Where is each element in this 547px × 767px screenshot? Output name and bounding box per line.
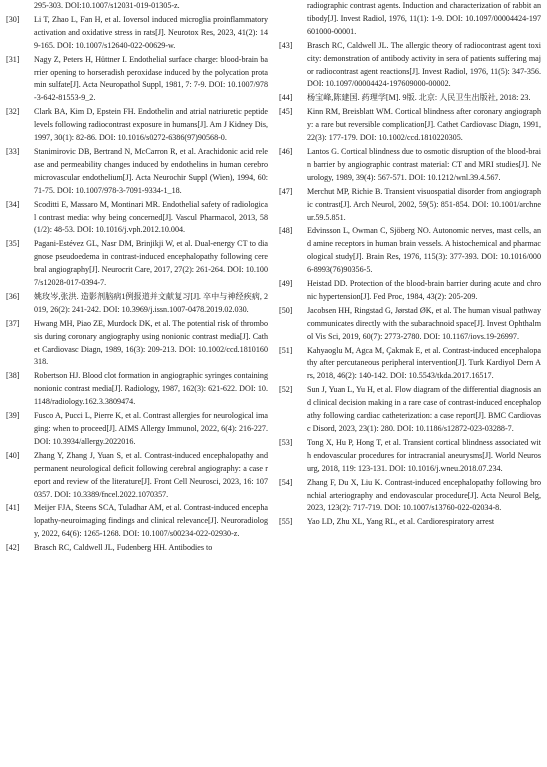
- reference-number: [30]: [6, 14, 20, 24]
- reference-number: [49]: [279, 279, 293, 289]
- reference-item: [279, 92, 541, 105]
- reference-number: [38]: [6, 371, 20, 381]
- reference-text: Li T, Zhao L, Fan H, et al. Ioversol induced microglia proinflammatory activation and oxidative stress in rats[J]. Neurotox Res, 2023, 41(2): 149-165. DOI: 10.1007/s12640-022-00629-w.: [34, 14, 268, 50]
- reference-text: 295-303. DOI:10.1007/s12031-019-01305-z.: [34, 1, 180, 10]
- reference-number: [33]: [6, 146, 20, 156]
- reference-text: Sun J, Yuan L, Yu H, et al. Flow diagram of the differential diagnosis and clinical decision making in a rare case of contrast-induced encephalopathy following cardiac catheterization: a case report[J]. BMC Cardiovasc Disord, 2023, 23(1): 280. DOI: 10.1186/s12872-023-03288-7.: [307, 385, 541, 433]
- reference-number: [43]: [279, 40, 293, 50]
- reference-number: [37]: [6, 318, 20, 328]
- reference-item: [279, 186, 541, 225]
- reference-text: Hwang MH, Piao ZE, Murdock DK, et al. The potential risk of thrombosis during coronary angiography using nonionic contrast media[J]. Cathet Cardiovasc Diagn, 1989, 16(3): 209-213. DOI: 10.1002/ccd.1810160318.: [34, 318, 268, 367]
- reference-item: [6, 146, 268, 198]
- reference-text: Robertson HJ. Blood clot formation in angiographic syringes containing nonionic contrast media[J]. Radiology, 1987, 162(3): 621-622. DOI: 10.1148/radiology.162.3.3809474.: [34, 371, 269, 407]
- reference-item: [279, 477, 541, 516]
- reference-number: [36]: [6, 291, 20, 301]
- reference-text: Heistad DD. Protection of the blood-brain barrier during acute and chronic hypertension[J]. Fed Proc, 1984, 43(2): 205-209.: [307, 279, 541, 301]
- reference-item: [279, 225, 541, 277]
- reference-text: Tong X, Hu P, Hong T, et al. Transient cortical blindness associated with endovascular procedures for intracranial aneurysms[J]. World Neurosurg, 2018, 119: 123-131. DOI: 10.1016/j.wneu.2018.07.234.: [307, 437, 541, 473]
- reference-text: 杨宝峰,陈建国. 药理学[M]. 9版. 北京: 人民卫生出版社, 2018: 23.: [307, 93, 531, 103]
- reference-item: [6, 0, 268, 13]
- reference-item: [6, 199, 268, 238]
- reference-text: Meijer FJA, Steens SCA, Tuladhar AM, et al. Contrast-induced encephalopathy-neuroimaging findings and clinical relevance[J]. Neuroradiology, 2022, 64(6): 1265-1268. DOI: 10.1007/s00234-022-02930-z.: [34, 503, 268, 539]
- reference-item: [279, 437, 541, 476]
- reference-number: [41]: [6, 503, 20, 513]
- reference-number: [55]: [279, 517, 293, 527]
- reference-number: [35]: [6, 239, 20, 249]
- reference-item: [6, 450, 268, 502]
- reference-text: Merchut MP, Richie B. Transient visuospatial disorder from angiographic contrast[J]. Arch Neurol, 2002, 59(5): 851-854. DOI: 10.1001/archneur.59.5.851.: [307, 186, 541, 222]
- reference-number: [47]: [279, 186, 293, 196]
- reference-number: [45]: [279, 107, 293, 117]
- reference-number: [40]: [6, 450, 20, 460]
- reference-item: [279, 0, 541, 39]
- reference-text: Lantos G. Cortical blindness due to osmotic disruption of the blood-brain barrier by angiographic contrast material: CT and MRI studies[J]. Neurology, 1989, 39(4): 567-571. DOI: 10.1212/wnl.39.4.567.: [307, 146, 541, 182]
- reference-item: [279, 278, 541, 304]
- reference-item: [6, 106, 268, 145]
- reference-number: [53]: [279, 437, 293, 447]
- reference-text: Kinn RM, Breisblatt WM. Cortical blindness after coronary angiography: a rare but reversible complication[J]. Cathet Cardiovasc Diagn, 1991, 22(3): 177-179. DOI: 10.1002/ccd.1810220305.: [307, 107, 541, 143]
- reference-text: Brasch RC, Caldwell JL, Fudenberg HH. Antibodies to: [34, 543, 213, 553]
- reference-number: [50]: [279, 305, 293, 315]
- reference-number: [42]: [6, 543, 20, 553]
- reference-item: [279, 384, 541, 436]
- reference-item: [279, 106, 541, 145]
- reference-item: [279, 146, 541, 185]
- reference-item: [6, 502, 268, 541]
- reference-text: Jacobsen HH, Ringstad G, Jørstad ØK, et al. The human visual pathway communicates directly with the subarachnoid space[J]. Invest Ophthalmol Vis Sci, 2019, 60(7): 2773-2780. DOI: 10.1167/iovs.19-26997.: [307, 305, 541, 341]
- reference-number: [46]: [279, 146, 293, 156]
- reference-item: [6, 14, 268, 53]
- reference-item: [6, 54, 268, 106]
- reference-text: Edvinsson L, Owman C, Sjöberg NO. Autonomic nerves, mast cells, and amine receptors in human brain vessels. A histochemical and pharmacological study[J]. Brain Res, 1976, 115(3): 377-393. DOI: 10.1016/0006-8993(76)90356-5.: [307, 226, 541, 275]
- right-column: [279, 0, 541, 530]
- reference-text: Yao LD, Zhu XL, Yang RL, et al. Cardiorespiratory arrest: [307, 517, 495, 527]
- reference-text: Brasch RC, Caldwell JL. The allergic theory of radiocontrast agent toxicity: demonstration of antibody activity in sera of patients suffering major radiocontrast agent reactions[J]. Invest Radiol, 1976, 11(5): 347-356. DOI: 10.1097/00004424-197609000-00002.: [307, 40, 541, 89]
- reference-number: [39]: [6, 411, 20, 421]
- reference-text: Scoditti E, Massaro M, Montinari MR. Endothelial safety of radiological contrast media: why being concerned[J]. Vascul Pharmacol, 2013, 58(1/2): 48-53. DOI: 10.1016/j.vph.2012.10.004.: [34, 199, 268, 235]
- reference-item: [279, 305, 541, 344]
- reference-number: [44]: [279, 93, 293, 103]
- reference-item: [6, 542, 268, 555]
- reference-number: [51]: [279, 345, 293, 355]
- left-column: [6, 0, 268, 556]
- reference-text: Nagy Z, Peters H, Hüttner I. Endothelial surface charge: blood-brain barrier opening to horseradish peroxidase induced by the polycation protamin sulfate[J]. Acta Neuropathol Suppl, 1981, 7: 7-9. DOI: 10.1007/978-3-642-81553-9_2.: [34, 54, 268, 103]
- reference-text: Clark BA, Kim D, Epstein FH. Endothelin and atrial natriuretic peptide levels following radiocontrast exposure in humans[J]. Am J Kidney Dis, 1997, 30(1): 82-86. DOI: 10.1016/s0272-6386(97)90568-0.: [34, 107, 269, 143]
- reference-text: 姚玫岑,张洪. 造影剂脑病1例报道并文献复习[J]. 卒中与神经疾病, 2019, 26(2): 241-242. DOI: 10.3969/j.issn.1007-0478.2019.02.030.: [34, 291, 268, 314]
- reference-number: [32]: [6, 107, 20, 117]
- reference-number: [34]: [6, 199, 20, 209]
- reference-text: Kahyaoglu M, Agca M, Çakmak E, et al. Contrast-induced encephalopathy after percutaneous peripheral intervention[J]. Turk Kardiyol Dern Ars, 2018, 46(2): 140-142. DOI: 10.5543/tkda.2017.16517.: [307, 345, 541, 381]
- reference-number: [48]: [279, 226, 293, 236]
- reference-item: [279, 345, 541, 384]
- reference-text: Zhang Y, Zhang J, Yuan S, et al. Contrast-induced encephalopathy and permanent neurological deficit following cerebral angiography: a case report and review of the literature[J]. Front Cell Neurosci, 2023, 16: 1070357. DOI: 10.3389/fncel.2022.1070357.: [34, 450, 268, 499]
- reference-text: radiographic contrast agents. Induction and characterization of rabbit antibody[J]. Invest Radiol, 1976, 11(1): 1-9. DOI: 10.1097/00004424-197601000-00001.: [307, 1, 541, 36]
- reference-number: [54]: [279, 477, 293, 487]
- reference-item: [6, 370, 268, 409]
- reference-text: Stanimirovic DB, Bertrand N, McCarron R, et al. Arachidonic acid release and permeability changes induced by endothelins in human cerebromicrovascular endothelium[J]. Acta Neurochir Suppl (Wien), 1994, 60: 71-75. DOI: 10.1007/978-3-7091-9334-1_18.: [34, 146, 268, 195]
- reference-item: [6, 238, 268, 290]
- reference-number: [52]: [279, 385, 293, 395]
- reference-text: Zhang F, Du X, Liu K. Contrast-induced encephalopathy following bronchial arteriography and endovascular procedure[J]. Acta Neurol Belg, 2023, 123(2): 717-719. DOI: 10.1007/s13760-022-02034-8.: [307, 477, 541, 513]
- reference-text: Fusco A, Pucci L, Pierre K, et al. Contrast allergies for neurological imaging: when to proceed[J]. AIMS Allergy Immunol, 2022, 6(4): 216-227. DOI: 10.3934/allergy.2022016.: [34, 411, 268, 446]
- reference-number: [31]: [6, 54, 20, 64]
- reference-item: [6, 291, 268, 317]
- reference-item: [6, 318, 268, 370]
- reference-item: [279, 516, 541, 529]
- reference-item: [279, 40, 541, 92]
- reference-text: Pagani-Estévez GL, Nasr DM, Brinjikji W, et al. Dual-energy CT to diagnose pseudoedema in contrast-induced encephalopathy following cerebral angiography[J]. Neurocrit Care, 2017, 27(2): 261-264. DOI: 10.1007/s12028-017-0394-7.: [34, 239, 268, 288]
- reference-item: [6, 410, 268, 449]
